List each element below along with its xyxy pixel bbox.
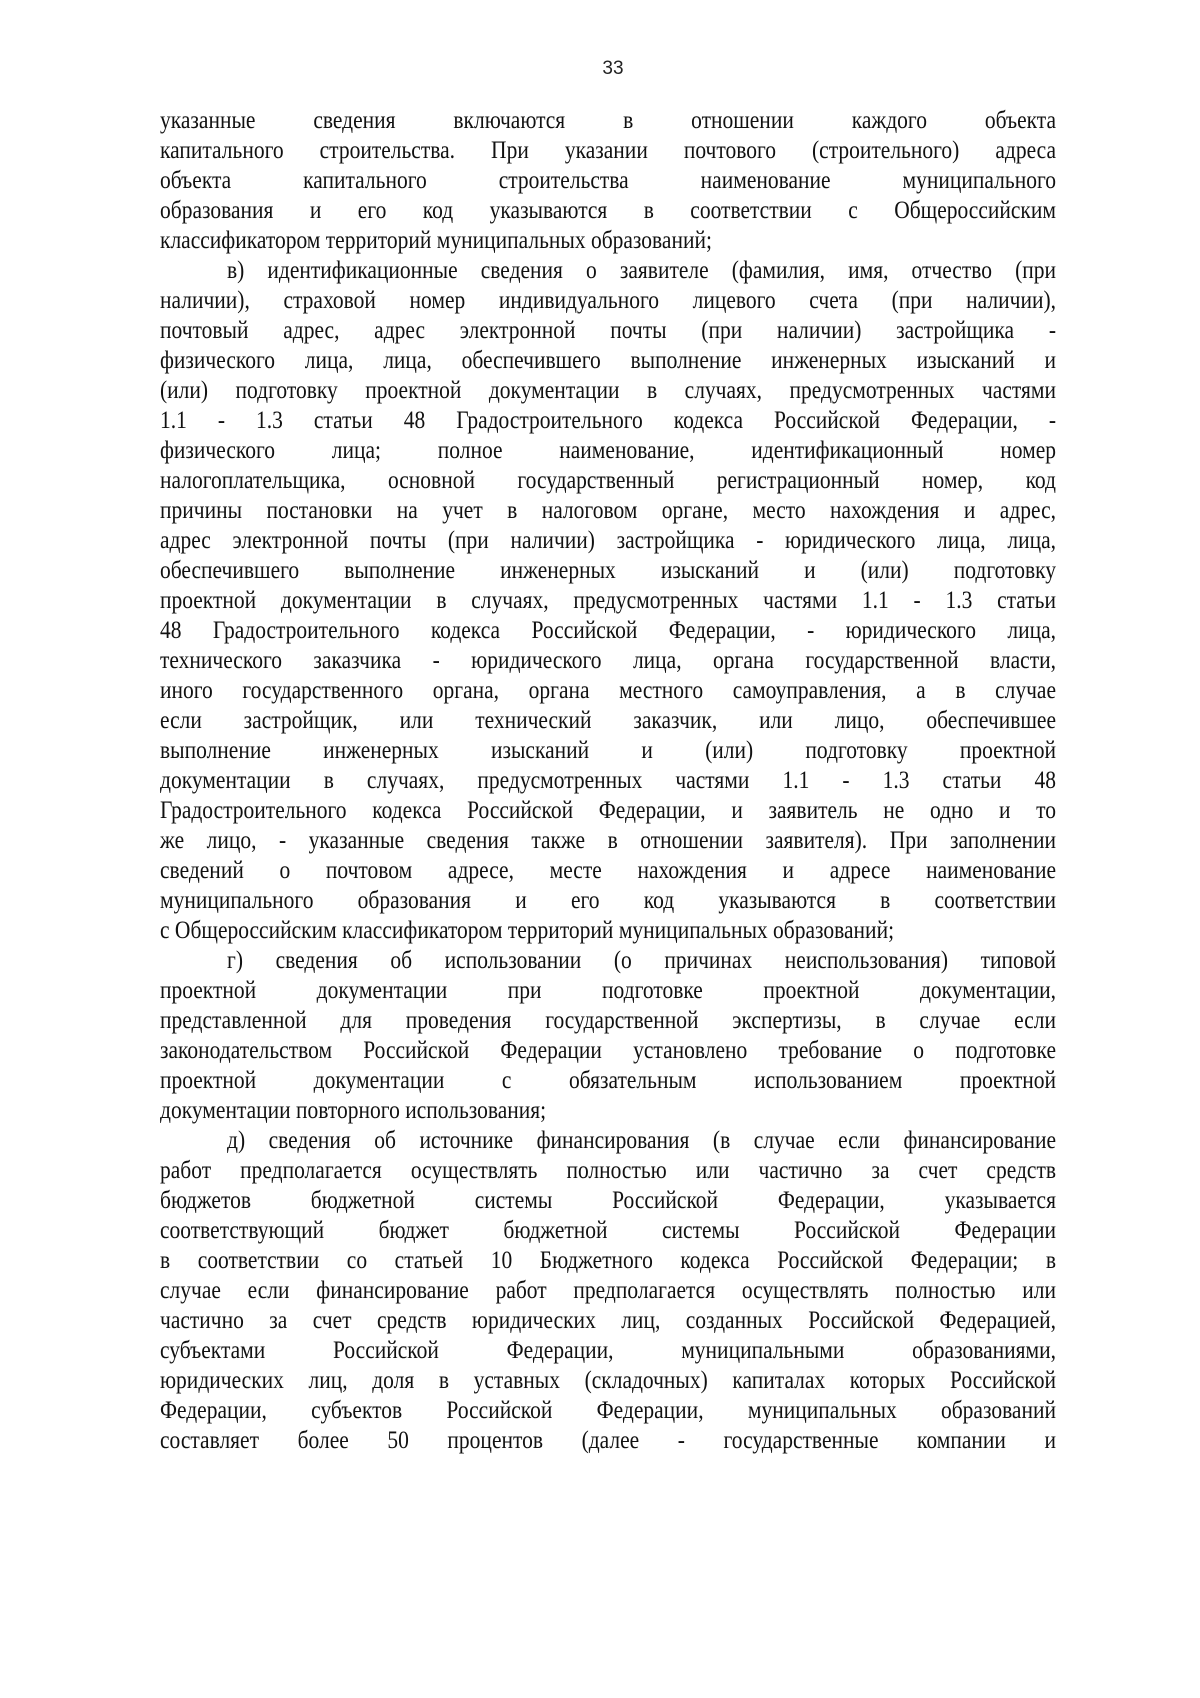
text-line <box>160 166 1056 196</box>
text-line-content: муниципального образования и его код указываются в соответствии <box>160 887 1056 914</box>
text-line-content: 1.1 - 1.3 статьи 48 Градостроительного кодекса Российской Федерации, - <box>160 407 1056 434</box>
text-line-content: в соответствии со статьей 10 Бюджетного кодекса Российской Федерации; в <box>160 1247 1056 1274</box>
text-line <box>160 406 1056 436</box>
text-line-content: иного государственного органа, органа местного самоуправления, а в случае <box>160 677 1056 704</box>
text-line <box>160 436 1056 466</box>
text-line-content: Градостроительного кодекса Российской Федерации, и заявитель не одно и то <box>160 797 1056 824</box>
text-line <box>160 346 1056 376</box>
text-line-content: работ предполагается осуществлять полностью или частично за счет средств <box>160 1157 1056 1184</box>
text-line-content: (или) подготовку проектной документации в случаях, предусмотренных частями <box>160 377 1056 404</box>
text-line <box>160 226 1056 256</box>
text-line <box>160 1066 1056 1096</box>
text-line <box>160 136 1056 166</box>
text-line-content: документации в случаях, предусмотренных частями 1.1 - 1.3 статьи 48 <box>160 767 1056 794</box>
text-line-content: бюджетов бюджетной системы Российской Федерации, указывается <box>160 1187 1056 1214</box>
text-line-content: причины постановки на учет в налоговом органе, место нахождения и адрес, <box>160 497 1056 524</box>
text-line-content: технического заказчика - юридического лица, органа государственной власти, <box>160 647 1056 674</box>
text-line <box>160 466 1056 496</box>
text-line <box>160 1186 1056 1216</box>
text-line-content: указанные сведения включаются в отношении каждого объекта <box>160 107 1056 134</box>
text-line-content: случае если финансирование работ предполагается осуществлять полностью или <box>160 1277 1056 1304</box>
text-line-content: д) сведения об источнике финансирования (в случае если финансирование <box>227 1127 1056 1154</box>
text-line <box>160 196 1056 226</box>
text-line <box>160 1396 1056 1426</box>
text-line <box>160 1426 1056 1456</box>
text-line <box>160 886 1056 916</box>
text-line <box>160 586 1056 616</box>
text-line <box>160 1306 1056 1336</box>
text-line-content: юридических лиц, доля в уставных (складочных) капиталах которых Российской <box>160 1367 1056 1394</box>
text-line-content: обеспечившего выполнение инженерных изысканий и (или) подготовку <box>160 557 1056 584</box>
text-line-content: физического лица; полное наименование, идентификационный номер <box>160 437 1056 464</box>
text-line-content: законодательством Российской Федерации установлено требование о подготовке <box>160 1037 1056 1064</box>
text-line-content: физического лица, лица, обеспечившего выполнение инженерных изысканий и <box>160 347 1056 374</box>
text-line-content: наличии), страховой номер индивидуального лицевого счета (при наличии), <box>160 287 1056 314</box>
text-line <box>160 856 1056 886</box>
text-line <box>160 1276 1056 1306</box>
page-number: 33 <box>602 58 624 79</box>
text-line-content: представленной для проведения государственной экспертизы, в случае если <box>160 1007 1056 1034</box>
text-line-content: частично за счет средств юридических лиц, созданных Российской Федерацией, <box>160 1307 1056 1334</box>
text-line <box>160 1096 1056 1126</box>
text-line-content: сведений о почтовом адресе, месте нахождения и адресе наименование <box>160 857 1056 884</box>
text-line-content: почтовый адрес, адрес электронной почты (при наличии) застройщика - <box>160 317 1056 344</box>
text-line <box>160 376 1056 406</box>
text-line-content: субъектами Российской Федерации, муниципальными образованиями, <box>160 1337 1056 1364</box>
text-line-content: документации повторного использования; <box>160 1097 547 1124</box>
text-line <box>160 766 1056 796</box>
text-line <box>160 676 1056 706</box>
text-line-content: Федерации, субъектов Российской Федерации, муниципальных образований <box>160 1397 1056 1424</box>
text-line-content: составляет более 50 процентов (далее - государственные компании и <box>160 1427 1056 1454</box>
text-line <box>160 1246 1056 1276</box>
text-line <box>160 916 1056 946</box>
text-line <box>160 496 1056 526</box>
text-line-content: капитального строительства. При указании почтового (строительного) адреса <box>160 137 1056 164</box>
text-line-content: классификатором территорий муниципальных образований; <box>160 227 712 254</box>
document-body <box>160 106 1056 1456</box>
text-line-content: г) сведения об использовании (о причинах неиспользования) типовой <box>227 947 1056 974</box>
text-line-content: если застройщик, или технический заказчик, или лицо, обеспечившее <box>160 707 1056 734</box>
text-line <box>160 946 1056 976</box>
text-line <box>160 556 1056 586</box>
text-line-content: образования и его код указываются в соответствии с Общероссийским <box>160 197 1056 224</box>
text-line <box>160 286 1056 316</box>
text-line <box>160 1036 1056 1066</box>
text-line <box>160 1006 1056 1036</box>
text-line <box>160 1216 1056 1246</box>
text-line <box>160 1336 1056 1366</box>
text-line-content: же лицо, - указанные сведения также в отношении заявителя). При заполнении <box>160 827 1056 854</box>
text-line <box>160 256 1056 286</box>
text-line-content: проектной документации с обязательным использованием проектной <box>160 1067 1056 1094</box>
text-line-content: соответствующий бюджет бюджетной системы Российской Федерации <box>160 1217 1056 1244</box>
text-line-content: в) идентификационные сведения о заявителе (фамилия, имя, отчество (при <box>227 257 1056 284</box>
text-line <box>160 616 1056 646</box>
text-line <box>160 736 1056 766</box>
text-line <box>160 1156 1056 1186</box>
text-line-content: с Общероссийским классификатором территорий муниципальных образований; <box>160 917 895 944</box>
text-line <box>160 106 1056 136</box>
text-line <box>160 826 1056 856</box>
text-line <box>160 706 1056 736</box>
text-line-content: 48 Градостроительного кодекса Российской Федерации, - юридического лица, <box>160 617 1056 644</box>
text-line-content: налогоплательщика, основной государственный регистрационный номер, код <box>160 467 1056 494</box>
text-line <box>160 1126 1056 1156</box>
text-line-content: проектной документации в случаях, предусмотренных частями 1.1 - 1.3 статьи <box>160 587 1056 614</box>
text-line <box>160 796 1056 826</box>
text-line <box>160 1366 1056 1396</box>
text-line <box>160 526 1056 556</box>
text-line <box>160 646 1056 676</box>
text-line-content: проектной документации при подготовке проектной документации, <box>160 977 1056 1004</box>
text-line-content: адрес электронной почты (при наличии) застройщика - юридического лица, лица, <box>160 527 1056 554</box>
text-line-content: выполнение инженерных изысканий и (или) подготовку проектной <box>160 737 1056 764</box>
text-line-content: объекта капитального строительства наименование муниципального <box>160 167 1056 194</box>
text-line <box>160 976 1056 1006</box>
text-line <box>160 316 1056 346</box>
